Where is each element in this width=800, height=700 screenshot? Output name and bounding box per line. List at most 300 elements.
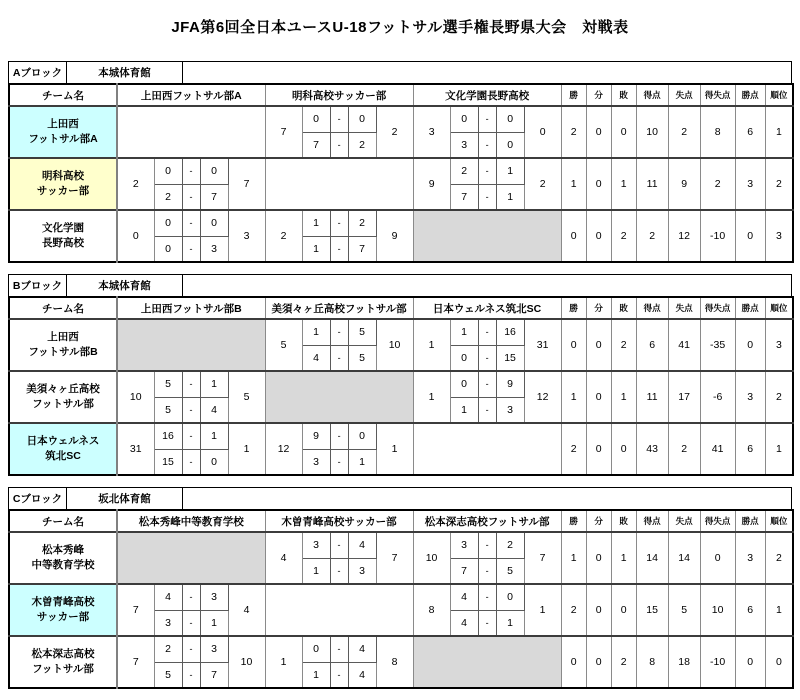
stat-value: 43 [636, 423, 668, 475]
match-goals-for: 9 [413, 158, 450, 210]
score-dash: - [330, 132, 348, 158]
match-goals-against: 7 [376, 532, 413, 584]
stat-header: 勝 [561, 297, 586, 319]
match-goals-against: 1 [376, 423, 413, 475]
stat-value: 2 [700, 158, 735, 210]
stat-value: 6 [636, 319, 668, 371]
stat-value: 3 [765, 319, 793, 371]
stat-value: 2 [561, 106, 586, 158]
stat-header: 順位 [765, 297, 793, 319]
team-row [9, 532, 793, 558]
score-home: 0 [154, 158, 182, 184]
match-goals-for: 5 [265, 319, 302, 371]
team-row [9, 636, 793, 662]
stat-header: 順位 [765, 84, 793, 106]
score-home: 3 [302, 449, 330, 475]
team-name-line: 日本ウェルネス [26, 435, 100, 448]
stat-value: 5 [668, 584, 700, 636]
team-name-line: 松本秀峰 [42, 544, 84, 557]
score-away: 3 [200, 636, 228, 662]
self-match-cell [413, 210, 561, 262]
score-away: 1 [496, 184, 524, 210]
block-header-spacer [183, 62, 791, 83]
stat-value: 1 [611, 371, 636, 423]
block-label: Bブロック [9, 275, 67, 296]
score-home: 4 [450, 610, 478, 636]
score-home: 2 [154, 184, 182, 210]
self-match-cell [413, 636, 561, 688]
stat-header: 敗 [611, 510, 636, 532]
score-dash: - [478, 532, 496, 558]
score-dash: - [478, 184, 496, 210]
block-c [8, 487, 792, 689]
team-name-cell [9, 636, 117, 688]
block-header-spacer [183, 488, 791, 509]
opponent-header: 明科高校サッカー部 [265, 84, 413, 106]
score-away: 3 [200, 236, 228, 262]
score-away: 0 [496, 132, 524, 158]
team-name-line: 木曽青峰高校 [31, 596, 95, 609]
page-title: JFA第6回全日本ユースU-18フットサル選手権長野県大会 対戦表 [171, 19, 629, 36]
self-match-cell [265, 584, 413, 636]
stat-header: 分 [586, 510, 611, 532]
stat-value: 2 [668, 106, 700, 158]
team-name-line: フットサル部B [28, 346, 98, 358]
block-header-spacer [183, 275, 791, 296]
stat-value: 0 [561, 210, 586, 262]
stat-value: 0 [586, 106, 611, 158]
stat-value: 0 [586, 532, 611, 584]
score-home: 1 [450, 319, 478, 345]
results-table-a [8, 83, 794, 263]
block-label: Cブロック [9, 488, 67, 509]
team-name-line: サッカー部 [36, 611, 90, 623]
stat-value: 1 [561, 371, 586, 423]
score-away: 7 [200, 184, 228, 210]
self-match-cell [117, 106, 265, 158]
match-goals-for: 4 [265, 532, 302, 584]
stat-value: 2 [561, 423, 586, 475]
team-name-cell [9, 584, 117, 636]
results-table-b [8, 296, 794, 476]
self-match-cell [117, 532, 265, 584]
block-a-header [8, 61, 792, 83]
score-away: 9 [496, 371, 524, 397]
stat-value: 0 [611, 423, 636, 475]
self-match-cell [265, 158, 413, 210]
score-away: 4 [200, 397, 228, 423]
team-row [9, 158, 793, 184]
score-away: 1 [348, 449, 376, 475]
score-away: 0 [200, 158, 228, 184]
score-home: 3 [154, 610, 182, 636]
stat-header: 得失点 [700, 510, 735, 532]
stat-value: 41 [700, 423, 735, 475]
score-home: 3 [302, 532, 330, 558]
match-goals-for: 0 [117, 210, 154, 262]
stat-header: 得失点 [700, 84, 735, 106]
stat-header: 失点 [668, 297, 700, 319]
score-dash: - [478, 610, 496, 636]
opponent-header: 文化学園長野高校 [413, 84, 561, 106]
stat-value: 41 [668, 319, 700, 371]
score-home: 16 [154, 423, 182, 449]
venue-label: 本城体育館 [67, 275, 183, 296]
stat-value: -10 [700, 636, 735, 688]
opponent-header: 木曽青峰高校サッカー部 [265, 510, 413, 532]
score-home: 7 [450, 184, 478, 210]
stat-value: 2 [668, 423, 700, 475]
stat-value: 2 [611, 319, 636, 371]
stat-header: 失点 [668, 510, 700, 532]
match-goals-against: 10 [228, 636, 265, 688]
stat-value: 0 [586, 423, 611, 475]
score-home: 5 [154, 371, 182, 397]
score-dash: - [330, 106, 348, 132]
match-goals-against: 7 [228, 158, 265, 210]
score-dash: - [182, 236, 200, 262]
score-home: 0 [450, 106, 478, 132]
score-away: 1 [200, 423, 228, 449]
stat-value: 2 [765, 532, 793, 584]
stat-value: 0 [586, 371, 611, 423]
score-away: 3 [348, 558, 376, 584]
stat-header: 得点 [636, 84, 668, 106]
stat-value: 0 [735, 636, 765, 688]
opponent-header: 上田西フットサル部A [117, 84, 265, 106]
score-away: 0 [200, 449, 228, 475]
stat-value: 6 [735, 423, 765, 475]
stat-value: 2 [765, 158, 793, 210]
score-home: 4 [154, 584, 182, 610]
stat-value: 0 [611, 106, 636, 158]
score-away: 2 [348, 132, 376, 158]
match-goals-for: 1 [413, 319, 450, 371]
score-home: 5 [154, 397, 182, 423]
score-dash: - [478, 345, 496, 371]
team-name-cell [9, 210, 117, 262]
stat-header: 敗 [611, 297, 636, 319]
score-away: 0 [348, 423, 376, 449]
stat-value: 1 [561, 158, 586, 210]
stat-header: 順位 [765, 510, 793, 532]
stat-value: 0 [735, 210, 765, 262]
score-dash: - [478, 584, 496, 610]
score-dash: - [478, 132, 496, 158]
stat-value: 2 [611, 210, 636, 262]
team-name-line: 文化学園 [42, 222, 84, 235]
team-name-line: 上田西 [47, 331, 79, 344]
block-a [8, 61, 792, 263]
stat-value: 11 [636, 371, 668, 423]
stat-value: 1 [765, 584, 793, 636]
stat-value: 14 [636, 532, 668, 584]
team-name-cell [9, 319, 117, 371]
stat-value: 11 [636, 158, 668, 210]
stat-value: 18 [668, 636, 700, 688]
score-away: 4 [348, 662, 376, 688]
stat-header: 勝点 [735, 510, 765, 532]
stat-value: 8 [700, 106, 735, 158]
block-label: Aブロック [9, 62, 67, 83]
team-name-line: フットサル部 [32, 398, 94, 410]
stat-header: 分 [586, 297, 611, 319]
match-goals-for: 10 [413, 532, 450, 584]
team-name-line: 長野高校 [42, 237, 84, 249]
stat-value: 3 [735, 158, 765, 210]
score-away: 5 [496, 558, 524, 584]
score-dash: - [478, 371, 496, 397]
score-home: 0 [302, 636, 330, 662]
stat-value: 0 [735, 319, 765, 371]
team-row [9, 319, 793, 345]
match-goals-for: 2 [117, 158, 154, 210]
match-goals-against: 8 [376, 636, 413, 688]
score-dash: - [182, 610, 200, 636]
match-goals-against: 1 [524, 584, 561, 636]
score-away: 15 [496, 345, 524, 371]
opponent-header: 松本深志高校フットサル部 [413, 510, 561, 532]
stat-value: 8 [636, 636, 668, 688]
score-dash: - [478, 558, 496, 584]
stat-header: 失点 [668, 84, 700, 106]
team-name-cell [9, 158, 117, 210]
team-col-header: チーム名 [9, 84, 117, 106]
score-home: 7 [302, 132, 330, 158]
stat-value: 3 [735, 532, 765, 584]
score-away: 0 [496, 106, 524, 132]
venue-label: 本城体育館 [67, 62, 183, 83]
score-dash: - [182, 158, 200, 184]
stat-value: -6 [700, 371, 735, 423]
score-away: 3 [200, 584, 228, 610]
score-dash: - [478, 397, 496, 423]
score-home: 7 [450, 558, 478, 584]
stat-value: 2 [765, 371, 793, 423]
score-home: 1 [302, 558, 330, 584]
match-goals-against: 7 [524, 532, 561, 584]
score-dash: - [330, 662, 348, 688]
score-home: 1 [450, 397, 478, 423]
opponent-header: 上田西フットサル部B [117, 297, 265, 319]
match-goals-against: 4 [228, 584, 265, 636]
team-name-cell [9, 106, 117, 158]
score-home: 1 [302, 236, 330, 262]
stat-header: 勝点 [735, 297, 765, 319]
score-dash: - [330, 449, 348, 475]
stat-value: 1 [765, 423, 793, 475]
score-dash: - [330, 345, 348, 371]
team-row [9, 371, 793, 397]
score-dash: - [330, 558, 348, 584]
score-away: 7 [200, 662, 228, 688]
stat-value: 14 [668, 532, 700, 584]
team-name-line: 筑北SC [45, 450, 81, 462]
score-dash: - [330, 636, 348, 662]
self-match-cell [413, 423, 561, 475]
stat-value: 3 [765, 210, 793, 262]
stat-value: 0 [586, 158, 611, 210]
stat-value: 0 [586, 319, 611, 371]
team-col-header: チーム名 [9, 510, 117, 532]
match-goals-for: 2 [265, 210, 302, 262]
opponent-header: 美須々ヶ丘高校フットサル部 [265, 297, 413, 319]
stat-header: 得点 [636, 297, 668, 319]
score-dash: - [182, 636, 200, 662]
team-row [9, 106, 793, 132]
score-away: 0 [200, 210, 228, 236]
stat-header: 勝 [561, 510, 586, 532]
score-home: 3 [450, 132, 478, 158]
stat-value: 10 [636, 106, 668, 158]
match-goals-for: 7 [265, 106, 302, 158]
score-home: 1 [302, 210, 330, 236]
stat-header: 敗 [611, 84, 636, 106]
team-name-line: 中等教育学校 [31, 559, 95, 571]
match-goals-for: 1 [413, 371, 450, 423]
match-goals-against: 9 [376, 210, 413, 262]
score-home: 3 [450, 532, 478, 558]
score-away: 7 [348, 236, 376, 262]
score-dash: - [182, 371, 200, 397]
match-goals-against: 12 [524, 371, 561, 423]
match-goals-for: 8 [413, 584, 450, 636]
score-home: 0 [154, 210, 182, 236]
score-dash: - [182, 210, 200, 236]
stat-value: 2 [636, 210, 668, 262]
header-row [9, 84, 793, 106]
score-dash: - [330, 319, 348, 345]
stat-value: 15 [636, 584, 668, 636]
score-away: 1 [496, 158, 524, 184]
team-name-line: 明科高校 [42, 170, 84, 183]
match-goals-for: 31 [117, 423, 154, 475]
score-dash: - [182, 449, 200, 475]
stat-value: 12 [668, 210, 700, 262]
score-dash: - [478, 106, 496, 132]
stat-value: 1 [611, 158, 636, 210]
score-home: 0 [450, 345, 478, 371]
score-dash: - [478, 158, 496, 184]
opponent-header: 松本秀峰中等教育学校 [117, 510, 265, 532]
score-away: 4 [348, 532, 376, 558]
stat-value: 6 [735, 584, 765, 636]
opponent-header: 日本ウェルネス筑北SC [413, 297, 561, 319]
self-match-cell [265, 371, 413, 423]
team-name-line: 上田西 [47, 118, 79, 131]
score-away: 0 [348, 106, 376, 132]
stat-value: 0 [561, 636, 586, 688]
match-goals-for: 7 [117, 584, 154, 636]
team-name-cell [9, 423, 117, 475]
results-table-c [8, 509, 794, 689]
stat-value: 0 [700, 532, 735, 584]
match-goals-against: 5 [228, 371, 265, 423]
match-goals-against: 2 [376, 106, 413, 158]
stat-value: 0 [586, 584, 611, 636]
score-dash: - [182, 662, 200, 688]
score-dash: - [182, 184, 200, 210]
score-dash: - [330, 236, 348, 262]
stat-value: 0 [611, 584, 636, 636]
stat-value: 1 [561, 532, 586, 584]
score-dash: - [330, 423, 348, 449]
block-c-header [8, 487, 792, 509]
stat-value: 2 [561, 584, 586, 636]
score-home: 1 [302, 662, 330, 688]
team-name-cell [9, 532, 117, 584]
match-goals-for: 7 [117, 636, 154, 688]
self-match-cell [117, 319, 265, 371]
score-home: 2 [450, 158, 478, 184]
score-away: 5 [348, 319, 376, 345]
score-home: 0 [302, 106, 330, 132]
team-name-line: フットサル部A [28, 133, 98, 145]
team-name-cell [9, 371, 117, 423]
stat-value: 1 [765, 106, 793, 158]
score-dash: - [182, 584, 200, 610]
stat-header: 分 [586, 84, 611, 106]
score-away: 5 [348, 345, 376, 371]
stat-value: -10 [700, 210, 735, 262]
score-home: 0 [450, 371, 478, 397]
block-b [8, 274, 792, 476]
stat-header: 得点 [636, 510, 668, 532]
team-name-line: フットサル部 [32, 663, 94, 675]
match-goals-for: 10 [117, 371, 154, 423]
match-goals-against: 1 [228, 423, 265, 475]
score-away: 1 [496, 610, 524, 636]
stat-value: 9 [668, 158, 700, 210]
stat-value: 3 [735, 371, 765, 423]
stat-value: 10 [700, 584, 735, 636]
stat-value: 2 [611, 636, 636, 688]
match-goals-for: 12 [265, 423, 302, 475]
score-away: 3 [496, 397, 524, 423]
stat-value: 6 [735, 106, 765, 158]
score-home: 5 [154, 662, 182, 688]
stat-value: 0 [561, 319, 586, 371]
header-row [9, 297, 793, 319]
match-goals-against: 10 [376, 319, 413, 371]
match-goals-against: 2 [524, 158, 561, 210]
match-goals-for: 3 [413, 106, 450, 158]
team-name-line: 美須々ヶ丘高校 [26, 383, 100, 396]
score-home: 9 [302, 423, 330, 449]
score-home: 4 [450, 584, 478, 610]
stat-value: 1 [611, 532, 636, 584]
score-dash: - [330, 532, 348, 558]
team-row [9, 584, 793, 610]
venue-label: 坂北体育館 [67, 488, 183, 509]
stat-value: 0 [586, 210, 611, 262]
score-home: 1 [302, 319, 330, 345]
score-away: 1 [200, 610, 228, 636]
score-dash: - [478, 319, 496, 345]
team-name-line: 松本深志高校 [31, 648, 95, 661]
stat-value: 17 [668, 371, 700, 423]
team-name-line: サッカー部 [36, 185, 90, 197]
score-home: 4 [302, 345, 330, 371]
match-goals-against: 0 [524, 106, 561, 158]
match-goals-for: 1 [265, 636, 302, 688]
score-away: 2 [348, 210, 376, 236]
score-away: 16 [496, 319, 524, 345]
score-home: 15 [154, 449, 182, 475]
score-dash: - [182, 423, 200, 449]
score-dash: - [330, 210, 348, 236]
stat-header: 勝点 [735, 84, 765, 106]
